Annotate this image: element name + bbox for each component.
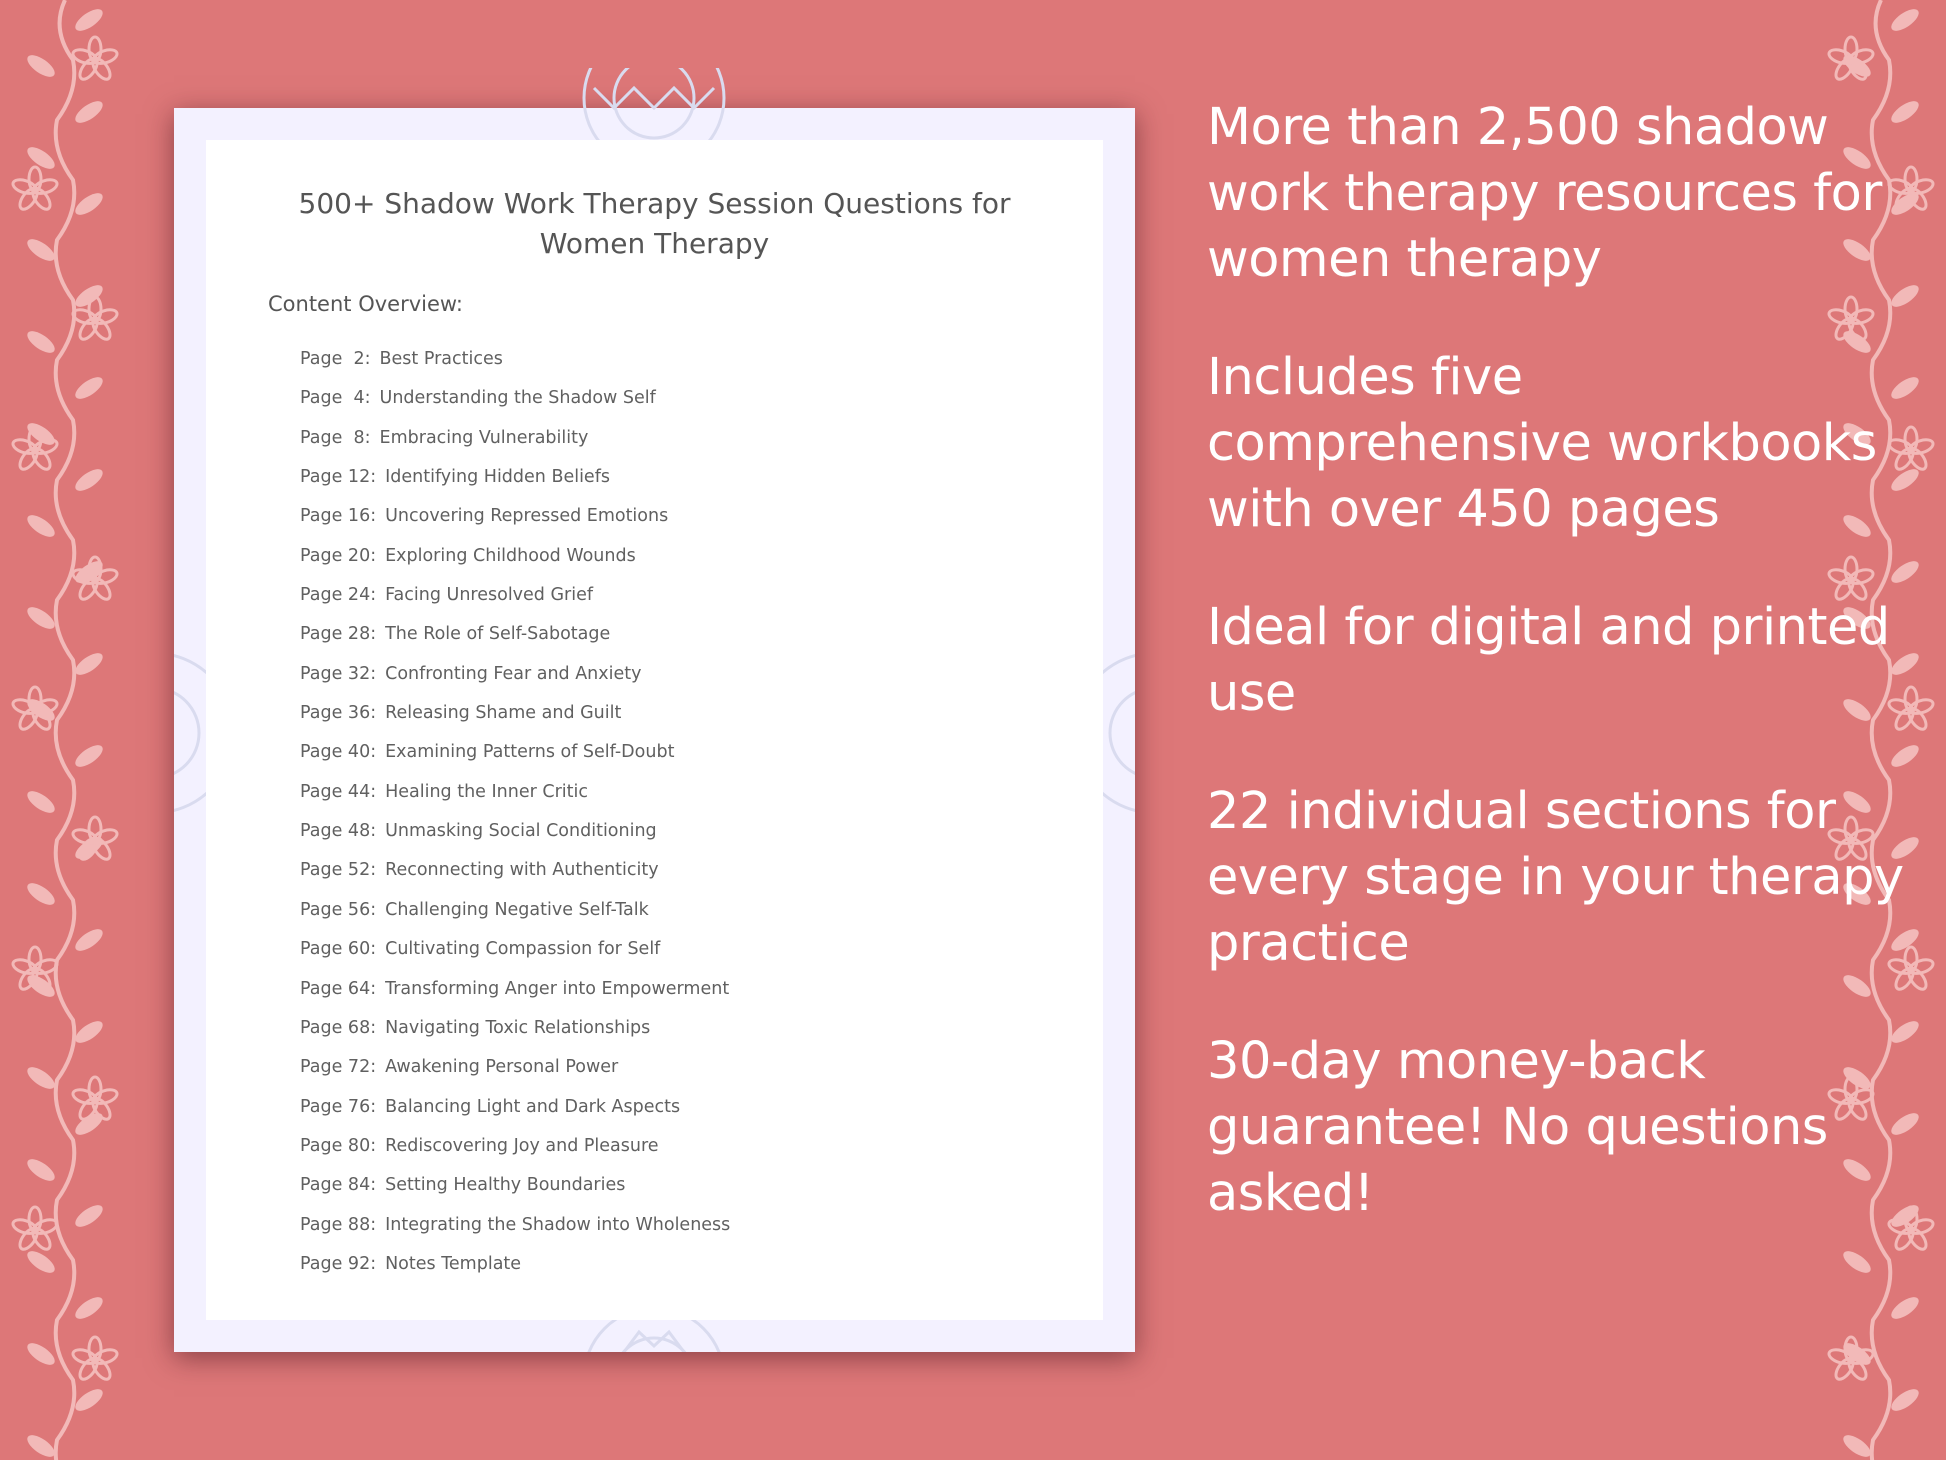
toc-entry xyxy=(300,694,730,733)
toc-section-title: Rediscovering Joy and Pleasure xyxy=(385,1135,659,1156)
toc-section-title: Releasing Shame and Guilt xyxy=(385,703,622,724)
toc-section-title: Balancing Light and Dark Aspects xyxy=(385,1096,681,1117)
toc-page-number: Page 2: xyxy=(300,349,371,369)
toc-page-number: Page 72: xyxy=(300,1057,377,1078)
feature-item: 30-day money-back guarantee! No questions asked! xyxy=(1207,1032,1828,1223)
toc-page-number: Page 92: xyxy=(300,1253,377,1274)
toc-entry xyxy=(300,851,730,890)
document-preview xyxy=(174,108,1135,1352)
toc-section-title: Identifying Hidden Beliefs xyxy=(385,467,610,488)
toc-page-number: Page 28: xyxy=(300,624,377,645)
toc-page-number: Page 44: xyxy=(300,781,377,802)
toc-page-number: Page 16: xyxy=(300,506,377,527)
toc-entry xyxy=(300,1088,730,1127)
toc-page-number: Page 20: xyxy=(300,545,377,566)
toc-section-title: Setting Healthy Boundaries xyxy=(385,1175,626,1196)
toc-page-number: Page 56: xyxy=(300,899,377,920)
toc-section-title: Best Practices xyxy=(379,349,503,369)
toc-entry xyxy=(300,1127,730,1166)
floral-vine-left xyxy=(0,0,130,1460)
toc-section-title: Navigating Toxic Relationships xyxy=(385,1017,651,1038)
toc-page-number: Page 4: xyxy=(300,388,371,409)
toc-entry xyxy=(300,812,730,851)
toc-section-title: Integrating the Shadow into Wholeness xyxy=(385,1214,731,1235)
toc-entry xyxy=(300,419,730,458)
toc-page-number: Page 12: xyxy=(300,467,377,488)
toc-page-number: Page 84: xyxy=(300,1175,377,1196)
toc-page-number: Page 64: xyxy=(300,978,377,999)
table-of-contents xyxy=(300,340,730,1284)
toc-entry xyxy=(300,458,730,497)
toc-page-number: Page 8: xyxy=(300,427,371,448)
toc-section-title: Uncovering Repressed Emotions xyxy=(385,506,669,527)
document-title xyxy=(206,184,1103,264)
toc-page-number: Page 24: xyxy=(300,585,377,606)
feature-item: Ideal for digital and printed use xyxy=(1207,598,1890,723)
toc-page-number: Page 32: xyxy=(300,663,377,684)
toc-section-title: Exploring Childhood Wounds xyxy=(385,545,636,566)
toc-section-title: Examining Patterns of Self-Doubt xyxy=(385,742,675,763)
toc-entry xyxy=(300,379,730,418)
toc-section-title: Confronting Fear and Anxiety xyxy=(385,663,642,684)
toc-section-title: Transforming Anger into Empowerment xyxy=(385,978,730,999)
toc-section-title: Understanding the Shadow Self xyxy=(379,388,656,409)
toc-page-number: Page 40: xyxy=(300,742,377,763)
toc-entry xyxy=(300,891,730,930)
mandala-watermark-left xyxy=(174,618,206,848)
toc-entry xyxy=(300,615,730,654)
document-title-line-1: 500+ Shadow Work Therapy Session Questions for xyxy=(298,187,1011,220)
toc-section-title: Embracing Vulnerability xyxy=(379,427,589,448)
toc-entry xyxy=(300,970,730,1009)
feature-item: More than 2,500 shadow work therapy resources for women therapy xyxy=(1207,98,1882,289)
toc-entry xyxy=(300,773,730,812)
toc-section-title: The Role of Self-Sabotage xyxy=(385,624,611,645)
feature-list xyxy=(1207,95,1907,1279)
mandala-watermark-right xyxy=(1103,618,1135,848)
toc-page-number: Page 88: xyxy=(300,1214,377,1235)
toc-entry xyxy=(300,497,730,536)
toc-page-number: Page 68: xyxy=(300,1017,377,1038)
toc-section-title: Cultivating Compassion for Self xyxy=(385,939,661,960)
feature-item: 22 individual sections for every stage in your therapy practice xyxy=(1207,782,1904,973)
toc-page-number: Page 60: xyxy=(300,939,377,960)
toc-page-number: Page 48: xyxy=(300,821,377,842)
toc-section-title: Challenging Negative Self-Talk xyxy=(385,899,649,920)
feature-item: Includes five comprehensive workbooks with over 450 pages xyxy=(1207,348,1877,539)
toc-entry xyxy=(300,733,730,772)
toc-section-title: Reconnecting with Authenticity xyxy=(385,860,659,881)
toc-entry xyxy=(300,1009,730,1048)
toc-entry xyxy=(300,930,730,969)
toc-entry xyxy=(300,1245,730,1284)
toc-entry xyxy=(300,576,730,615)
toc-page-number: Page 80: xyxy=(300,1135,377,1156)
document-title-line-2: Women Therapy xyxy=(539,227,770,260)
toc-entry xyxy=(300,1166,730,1205)
toc-entry xyxy=(300,340,730,379)
toc-section-title: Healing the Inner Critic xyxy=(385,781,589,802)
toc-section-title: Facing Unresolved Grief xyxy=(385,585,594,606)
toc-page-number: Page 76: xyxy=(300,1096,377,1117)
toc-entry xyxy=(300,655,730,694)
toc-section-title: Notes Template xyxy=(385,1253,522,1274)
toc-entry xyxy=(300,537,730,576)
toc-section-title: Awakening Personal Power xyxy=(385,1057,619,1078)
toc-page-number: Page 52: xyxy=(300,860,377,881)
content-overview-label: Content Overview: xyxy=(268,292,463,316)
toc-entry xyxy=(300,1206,730,1245)
toc-entry xyxy=(300,1048,730,1087)
document-page xyxy=(206,140,1103,1320)
toc-page-number: Page 36: xyxy=(300,703,377,724)
toc-section-title: Unmasking Social Conditioning xyxy=(385,821,657,842)
